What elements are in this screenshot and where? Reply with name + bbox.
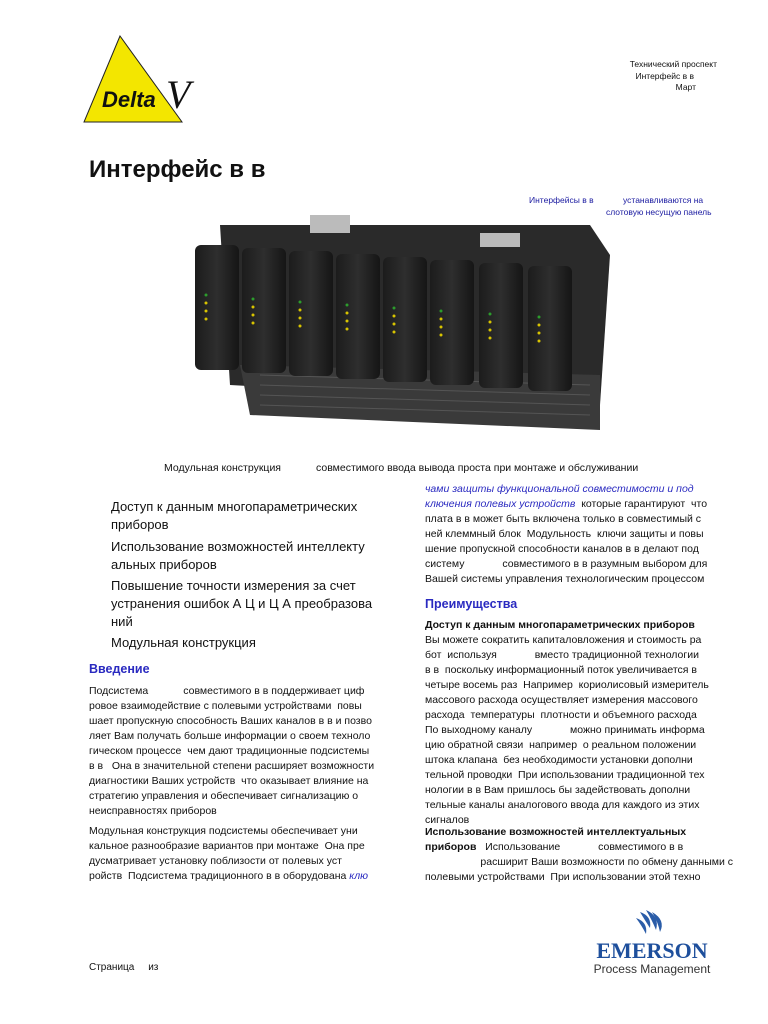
advantage-1: [425, 618, 709, 828]
text-line: бот используя вместо традиционной технологии: [425, 649, 699, 661]
right-column-intro: [425, 482, 707, 587]
header-doc-title: Интерфейс в в: [635, 71, 694, 81]
text-line: шает пропускную способность Ваших каналов в в и позво: [89, 715, 372, 727]
figure-caption-part2: совместимого ввода вывода проста при монтаже и обслуживании: [316, 462, 639, 474]
bullet-item: Повышение точности измерения за счет устранения ошибок А Ц и Ц А преобразова ний: [111, 578, 373, 629]
figure-caption-part1: Модульная конструкция: [164, 462, 281, 474]
page-number: Страница из: [89, 962, 159, 973]
text-line: Вашей системы управления технологическим процессом: [425, 573, 705, 585]
io-modules-photo: [170, 215, 610, 455]
text-line: Модульная конструкция подсистемы обеспечивает уни: [89, 825, 358, 837]
text-span: Использование совместимого в в: [476, 841, 684, 853]
text-line: [425, 497, 707, 512]
header-doc-type: Технический проспект: [629, 59, 717, 69]
bullet-item: Модульная конструкция: [111, 635, 256, 650]
text-line: [89, 869, 368, 884]
text-line: ней клеммный блок Модульность ключи защиты и повы: [425, 528, 704, 540]
text-line: гическом процессе чем дают традиционные подсистемы: [89, 745, 370, 757]
bullet-item: Использование возможностей интеллекту альных приборов: [111, 539, 365, 572]
advantages-heading: Преимущества: [425, 597, 518, 611]
text-line: систему совместимого в в разумным выбором для: [425, 558, 708, 570]
bullet-item: Доступ к данным многопараметрических приборов: [111, 499, 358, 532]
text-line: нологии в в Вам пришлось бы задействовать дополни: [425, 784, 691, 796]
link-compatibility-keys[interactable]: чами защиты функциональной совместимости и под: [425, 483, 694, 495]
text-line: ровое взаимодействие с полевыми устройствами повы: [89, 700, 362, 712]
text-line: дусматривает установку поблизости от полевых уст: [89, 855, 342, 867]
emerson-emblem-icon: [636, 910, 662, 934]
text-line: четыре восемь раз Например кориолисовый измеритель: [425, 679, 709, 691]
text-line: диагностики Ваших устройств что оказывает влияние на: [89, 775, 369, 787]
header-date: Март: [675, 82, 696, 92]
text-line: полевыми устройствами При использовании этой техно: [425, 871, 701, 883]
emerson-logo: [586, 908, 718, 978]
photo-caption-line1b: устанавливаются на: [623, 195, 704, 205]
intro-paragraph-2: [89, 824, 368, 884]
text-line: штока клапана без необходимости установки дополни: [425, 754, 693, 766]
figure-caption: [164, 462, 638, 474]
text-span: ройств Подсистема традиционного в в оборудована: [89, 870, 350, 882]
photo-caption-line1a: Интерфейсы в в: [529, 195, 594, 205]
text-line: шение пропускной способности каналов в в делают под: [425, 543, 699, 555]
advantage-2: [425, 825, 733, 885]
text-line: кальное разнообразие вариантов при монтаже Она пре: [89, 840, 365, 852]
page-title: Интерфейс в в: [89, 156, 266, 183]
advantage-1-heading: Доступ к данным многопараметрических приборов: [425, 619, 695, 631]
intro-paragraph-1: [89, 684, 374, 819]
text-line: цию обратной связи например о реальном положении: [425, 739, 697, 751]
advantage-2-heading-cont: приборов: [425, 841, 477, 853]
emerson-sub: Process Management: [593, 962, 711, 976]
text-line: стратегию управления и обеспечивает сигнализацию о: [89, 790, 359, 802]
text-line: тельные каналы аналогового ввода для каждого из этих: [425, 799, 700, 811]
link-field-devices[interactable]: ключения полевых устройств: [425, 498, 576, 510]
text-line: массового расхода осуществляет измерения массового: [425, 694, 698, 706]
logo-text: Delta: [102, 87, 156, 112]
text-line: неисправностях приборов: [89, 805, 217, 817]
emerson-name: EMERSON: [596, 938, 708, 963]
text-line: расхода температуры плотности и объемного расхода: [425, 709, 697, 721]
photo-caption-line2: слотовую несущую панель: [606, 207, 712, 217]
text-line: плата в в может быть включена только в совместимый с: [425, 513, 702, 525]
advantage-2-heading: Использование возможностей интеллектуальных: [425, 826, 687, 838]
text-line: Вы можете сократить капиталовложения и стоимость ра: [425, 634, 702, 646]
text-line: По выходному каналу можно принимать информа: [425, 724, 705, 736]
text-line: [425, 840, 733, 855]
text-line: тельной проводки При использовании традиционной тех: [425, 769, 705, 781]
deltav-logo: [82, 34, 204, 126]
text-line: расширит Ваши возможности по обмену данными с: [425, 856, 734, 868]
text-line: в в Она в значительной степени расширяет возможности: [89, 760, 375, 772]
text-span: которые гарантируют что: [575, 498, 708, 510]
text-line: Подсистема совместимого в в поддерживает циф: [89, 685, 365, 697]
text-line: сигналов: [425, 814, 470, 826]
logo-v: V: [166, 72, 191, 117]
text-line: в в поскольку информационный поток увеличивается в: [425, 664, 697, 676]
link-keys[interactable]: клю: [349, 870, 369, 882]
intro-heading: Введение: [89, 662, 150, 676]
text-line: ляет Вам получать больше информации о своем техноло: [89, 730, 371, 742]
